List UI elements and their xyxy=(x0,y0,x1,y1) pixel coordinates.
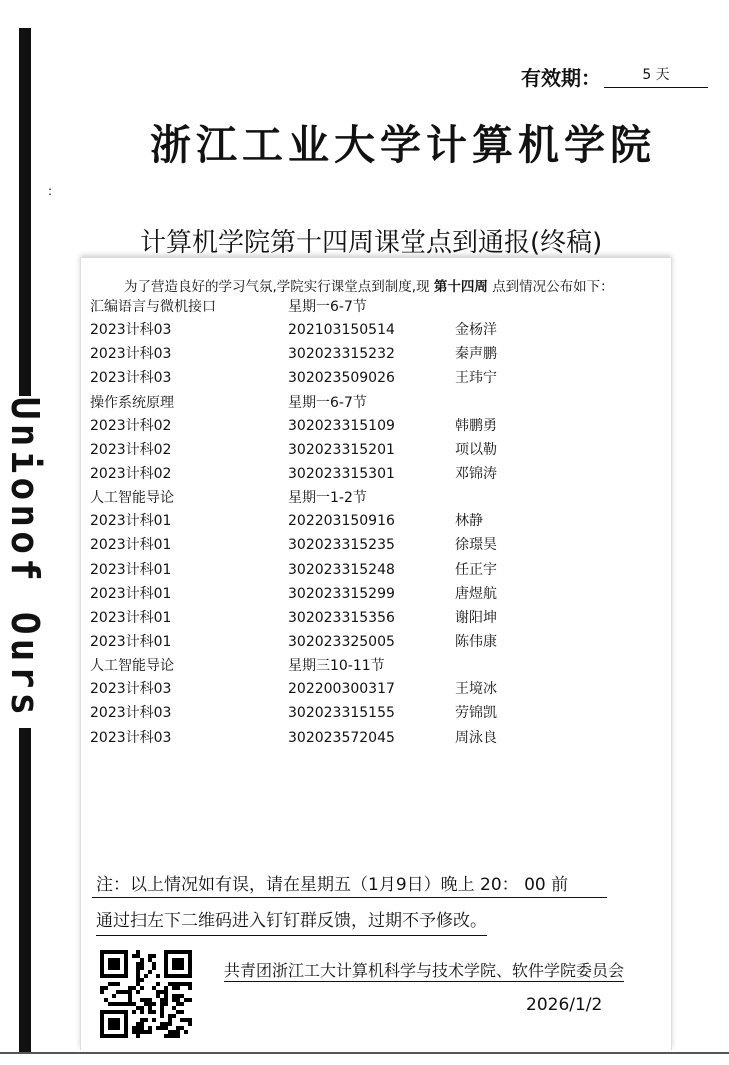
student-class: 2023计科01 xyxy=(90,585,172,602)
note-line-1: 注：以上情况如有误，请在星期五（1月9日）晚上 20： 00 前 xyxy=(96,875,569,895)
student-name: 劳锦凯 xyxy=(455,705,497,722)
validity-value: 5 天 xyxy=(604,66,708,88)
stray-mark: : xyxy=(48,184,53,198)
intro-text xyxy=(124,275,614,295)
student-name: 项以勒 xyxy=(455,441,497,458)
student-class: 2023计科01 xyxy=(90,609,172,626)
student-id: 302023572045 xyxy=(288,729,395,746)
college-title: 浙江工业大学计算机学院 xyxy=(150,121,656,169)
student-class: 2023计科03 xyxy=(90,322,172,338)
validity-label: 有效期： xyxy=(521,66,601,90)
student-name: 王玮宁 xyxy=(455,370,497,387)
committee-signature: 共青团浙江工大计算机科学与技术学院、软件学院委员会 xyxy=(224,958,624,982)
student-id: 302023315299 xyxy=(288,585,395,602)
student-name: 王境冰 xyxy=(455,681,497,698)
sidebar-bar-bottom xyxy=(19,728,31,1053)
student-class: 2023计科03 xyxy=(90,729,172,746)
course-name: 操作系统原理 xyxy=(90,394,174,411)
student-name: 邓锦涛 xyxy=(455,465,497,482)
course-name: 人工智能导论 xyxy=(90,658,174,675)
student-id: 302023315201 xyxy=(288,441,395,458)
student-name: 徐璟昊 xyxy=(455,537,497,554)
student-class: 2023计科02 xyxy=(90,465,172,482)
student-id: 302023315232 xyxy=(288,346,395,363)
student-id: 302023315301 xyxy=(288,465,395,482)
sidebar-bar-top xyxy=(19,28,31,396)
student-class: 2023计科02 xyxy=(90,441,172,458)
student-name: 唐煜航 xyxy=(455,585,497,602)
student-class: 2023计科01 xyxy=(90,561,172,578)
student-id: 302023315356 xyxy=(288,609,395,626)
student-id: 202103150514 xyxy=(288,322,395,338)
note-line-1-underline xyxy=(92,897,607,898)
student-name: 谢阳坤 xyxy=(455,609,497,626)
sidebar-vertical-text: Unionof Ours xyxy=(3,396,47,720)
student-class: 2023计科03 xyxy=(90,681,172,698)
course-time: 星期一1-2节 xyxy=(288,490,367,507)
student-name: 陈伟康 xyxy=(455,634,497,651)
student-class: 2023计科03 xyxy=(90,370,172,387)
bottom-divider xyxy=(0,1052,729,1054)
course-time: 星期一6-7节 xyxy=(288,299,367,315)
student-class: 2023计科01 xyxy=(90,634,172,651)
report-title: 计算机学院第十四周课堂点到通报(终稿) xyxy=(140,222,602,263)
student-id: 202203150916 xyxy=(288,513,395,530)
qr-code[interactable] xyxy=(100,950,192,1038)
student-id: 202200300317 xyxy=(288,681,395,698)
student-class: 2023计科01 xyxy=(90,537,172,554)
intro-after: 点到情况公布如下： xyxy=(487,279,614,295)
course-name: 人工智能导论 xyxy=(90,490,174,507)
student-class: 2023计科03 xyxy=(90,705,172,722)
student-name: 金杨洋 xyxy=(455,322,497,338)
student-name: 韩鹏勇 xyxy=(455,417,497,434)
student-name: 秦声鹏 xyxy=(455,346,497,363)
student-class: 2023计科01 xyxy=(90,513,172,530)
course-time: 星期三10-11节 xyxy=(288,658,385,675)
intro-before: 为了营造良好的学习气氛,学院实行课堂点到制度,现 xyxy=(124,279,434,295)
student-name: 周泳良 xyxy=(455,729,497,746)
course-time: 星期一6-7节 xyxy=(288,394,367,411)
student-name: 任正宇 xyxy=(455,561,497,578)
student-id: 302023315109 xyxy=(288,417,395,434)
student-class: 2023计科02 xyxy=(90,417,172,434)
student-id: 302023315235 xyxy=(288,537,395,554)
student-id: 302023509026 xyxy=(288,370,395,387)
course-name: 汇编语言与微机接口 xyxy=(90,299,216,315)
intro-week-highlight: 第十四周 xyxy=(433,279,488,295)
issue-date: 2026/1/2 xyxy=(526,995,603,1015)
note-line-2: 通过扫左下二维码进入钉钉群反馈，过期不予修改。 xyxy=(96,906,487,936)
student-id: 302023315155 xyxy=(288,705,395,722)
student-id: 302023325005 xyxy=(288,634,395,651)
student-name: 林静 xyxy=(455,513,483,530)
student-class: 2023计科03 xyxy=(90,346,172,363)
student-id: 302023315248 xyxy=(288,561,395,578)
